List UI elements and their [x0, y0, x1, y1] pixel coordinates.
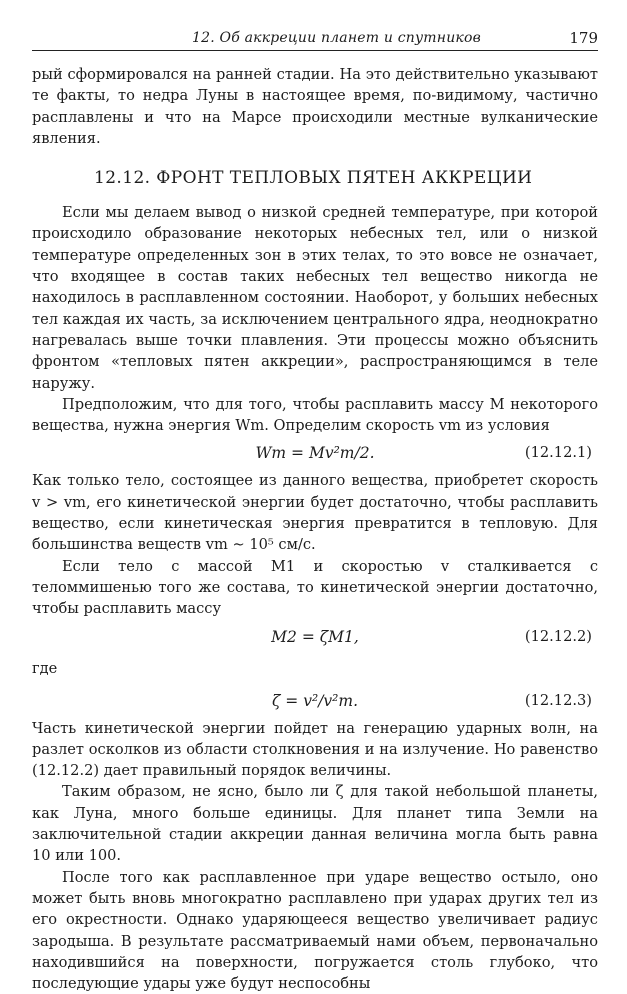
formula-expression: Wm = Mv²m/2. [255, 444, 375, 463]
formula-12-12-2 [32, 620, 598, 654]
paragraph-moon-zeta: Таким образом, не ясно, было ли ζ для такой небольшой планеты, как Луна, много больше единицы. Для планет типа Земли на заключительной стадии аккреции данная величина могла быть равна 10 или 100. [32, 783, 598, 865]
paragraph-remelting: После того как расплавленное при ударе вещество остыло, оно может быть вновь многократно расплавлено при ударах других тел из его окрестности. Однако ударяющееся вещество увеличивает радиус зародыша. В результате рассматриваемый нами объем, первоначально находившийся на поверхности, погружается столь глубоко, что последующие удары уже будут неспособны [32, 868, 598, 993]
page-body [32, 64, 598, 994]
paragraph-kinetic-energy: Как только тело, состоящее из данного вещества, приобретет скорость v > vm, его кинетической энергии будет достаточно, чтобы расплавить вещество, если кинетическая энергия превратится в тепловую. Для большинства веществ vm ∼ 10⁵ см/с. [32, 472, 598, 554]
page-number: 179 [569, 29, 598, 47]
running-header [32, 26, 598, 51]
paragraph-melting-energy: Предположим, что для того, чтобы расплавить массу M некоторого вещества, нужна энергия Wm. Определим скорость vm из условия [32, 395, 598, 435]
running-title: 12. Об аккреции планет и спутников [192, 30, 481, 46]
formula-12-12-3 [32, 684, 598, 718]
section-heading: 12.12. ФРОНТ ТЕПЛОВЫХ ПЯТЕН АККРЕЦИИ [94, 168, 533, 189]
formula-number: (12.12.1) [524, 444, 592, 462]
formula-number: (12.12.3) [524, 691, 592, 709]
paragraph-low-temperature: Если мы делаем вывод о низкой средней температуре, при которой происходило образование некоторых небесных тел, или о низкой температуре определенных зон в этих телах, то это вовсе не означает, что входящее в состав таких небесных тел вещество никогда не находилось в расплавленном состоянии. Наоборот, у больших небесных тел каждая их часть, за исключением центрального ядра, неоднократно нагревалась выше точки плавления. Эти процессы можно объяснить фронтом «тепловых пятен аккреции», распространяющимся в теле наружу. [32, 204, 598, 392]
paragraph-shock-waves: Часть кинетической энергии пойдет на генерацию ударных волн, на разлет осколков из области столкновения и на излучение. Но равенство (12.12.2) дает правильный порядок величины. [32, 719, 598, 780]
where-word: где [32, 659, 58, 677]
formula-expression: M2 = ζM1, [271, 627, 359, 646]
intro-paragraph: рый сформировался на ранней стадии. На это действительно указывают те факты, то недра Луны в настоящее время, по-видимому, частично расплавлены и что на Марсе происходили местные вулканические явления. [32, 66, 598, 147]
formula-expression: ζ = v²/v²m. [271, 691, 359, 710]
formula-number: (12.12.2) [524, 627, 592, 645]
formula-12-12-1 [32, 436, 598, 470]
paragraph-collision: Если тело с массой M1 и скоростью v сталкивается с теломмишенью того же состава, то кинетической энергии достаточно, чтобы расплавить массу [32, 557, 598, 618]
